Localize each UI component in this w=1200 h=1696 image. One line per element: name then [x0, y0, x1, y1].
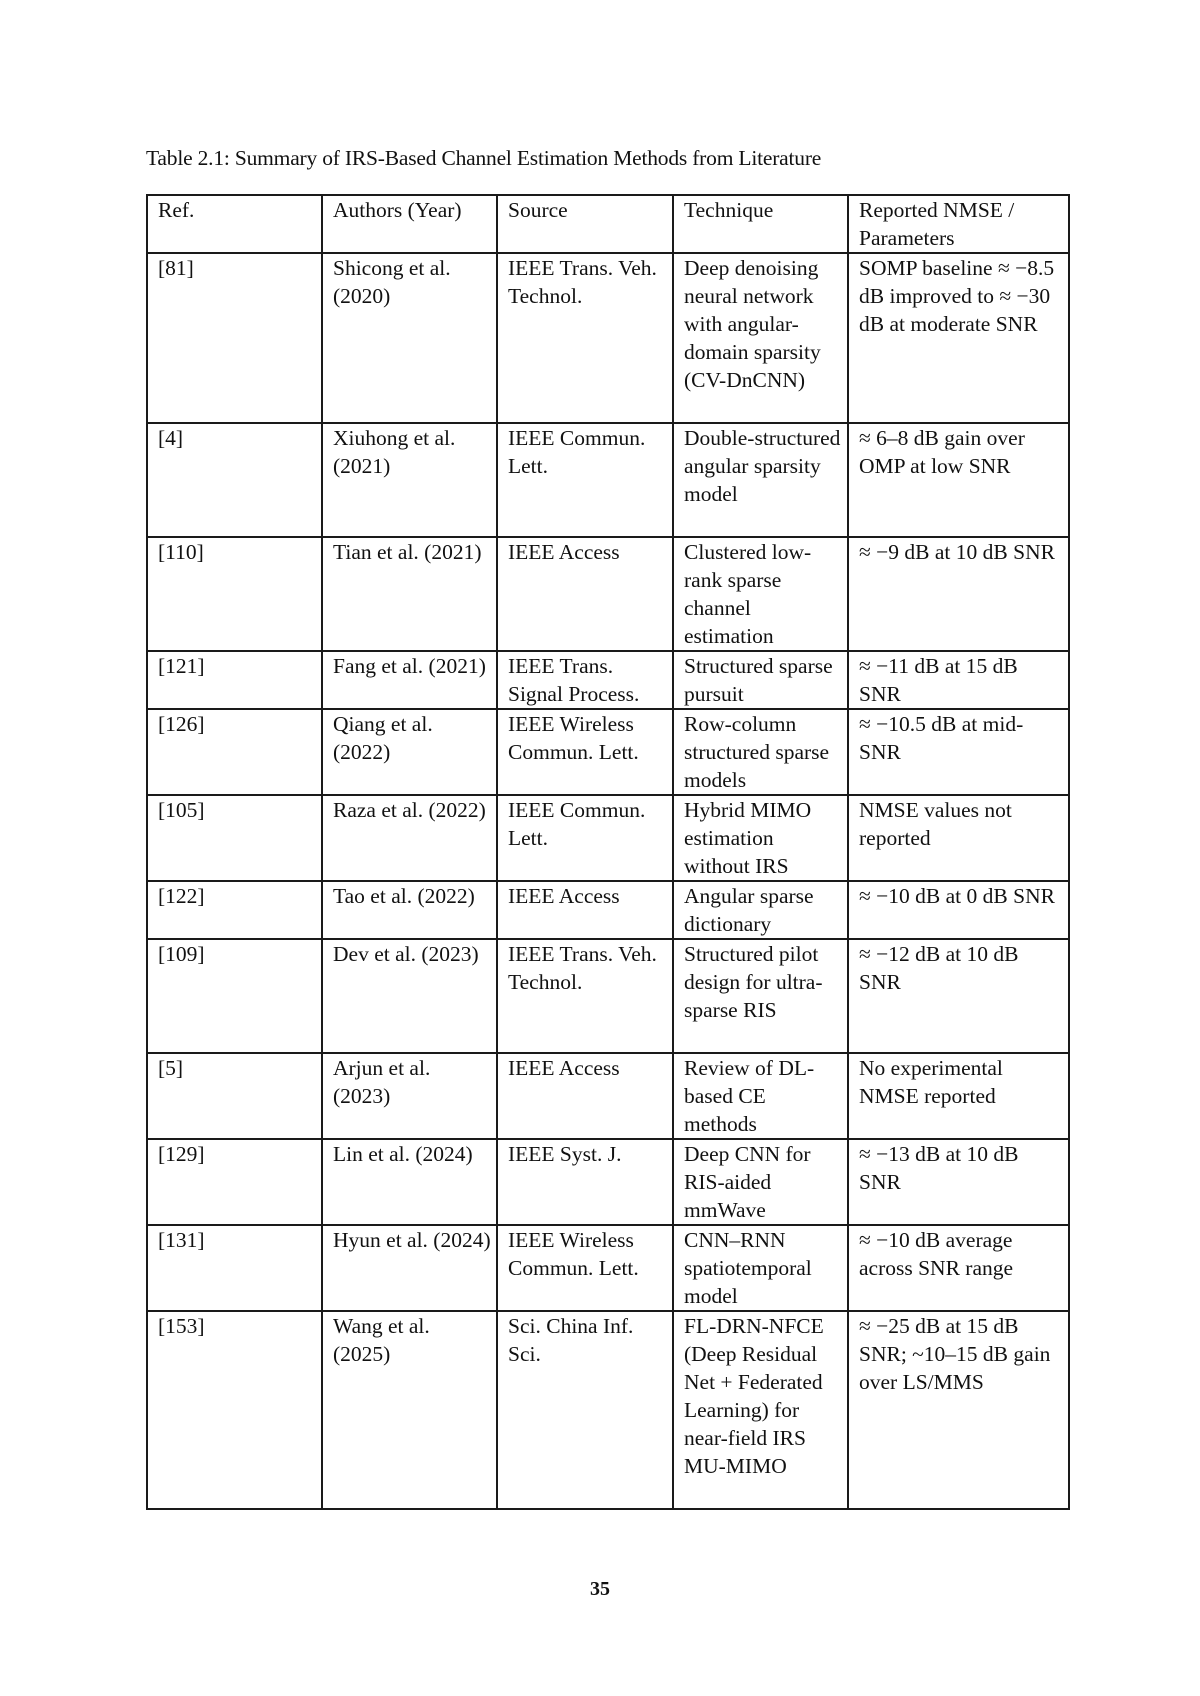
cell-technique: Structured pilot design for ultra-sparse RIS	[673, 939, 848, 1053]
table-row	[147, 423, 1069, 537]
cell-ref: [105]	[147, 795, 322, 881]
cell-nmse: ≈ −11 dB at 15 dB SNR	[848, 651, 1069, 709]
cell-authors: Xiuhong et al. (2021)	[322, 423, 497, 537]
cell-ref: [122]	[147, 881, 322, 939]
table-row	[147, 1053, 1069, 1139]
cell-ref: [121]	[147, 651, 322, 709]
cell-nmse: ≈ −13 dB at 10 dB SNR	[848, 1139, 1069, 1225]
cell-authors: Tao et al. (2022)	[322, 881, 497, 939]
table-row	[147, 253, 1069, 423]
table-row	[147, 1311, 1069, 1509]
cell-ref: [4]	[147, 423, 322, 537]
cell-source: IEEE Trans. Veh. Technol.	[497, 253, 673, 423]
cell-ref: [81]	[147, 253, 322, 423]
header-nmse: Reported NMSE / Parameters	[848, 195, 1069, 253]
cell-technique: Clustered low-rank sparse channel estimation	[673, 537, 848, 651]
cell-source: Sci. China Inf. Sci.	[497, 1311, 673, 1509]
cell-technique: Structured sparse pursuit	[673, 651, 848, 709]
header-technique: Technique	[673, 195, 848, 253]
cell-ref: [5]	[147, 1053, 322, 1139]
cell-source: IEEE Trans. Signal Process.	[497, 651, 673, 709]
cell-technique: FL-DRN-NFCE (Deep Residual Net + Federated Learning) for near-field IRS MU-MIMO	[673, 1311, 848, 1509]
cell-authors: Qiang et al. (2022)	[322, 709, 497, 795]
cell-technique: Review of DL-based CE methods	[673, 1053, 848, 1139]
cell-technique: Angular sparse dictionary	[673, 881, 848, 939]
cell-authors: Dev et al. (2023)	[322, 939, 497, 1053]
cell-nmse: ≈ −10 dB average across SNR range	[848, 1225, 1069, 1311]
cell-source: IEEE Wireless Commun. Lett.	[497, 709, 673, 795]
page-number: 35	[590, 1578, 610, 1600]
cell-source: IEEE Commun. Lett.	[497, 423, 673, 537]
table-header-row	[147, 195, 1069, 253]
table-row	[147, 881, 1069, 939]
cell-nmse: ≈ −10 dB at 0 dB SNR	[848, 881, 1069, 939]
cell-nmse: NMSE values not reported	[848, 795, 1069, 881]
cell-ref: [129]	[147, 1139, 322, 1225]
table-row	[147, 939, 1069, 1053]
cell-source: IEEE Trans. Veh. Technol.	[497, 939, 673, 1053]
cell-ref: [131]	[147, 1225, 322, 1311]
cell-authors: Raza et al. (2022)	[322, 795, 497, 881]
cell-nmse: ≈ 6–8 dB gain over OMP at low SNR	[848, 423, 1069, 537]
cell-technique: Row-column structured sparse models	[673, 709, 848, 795]
cell-ref: [110]	[147, 537, 322, 651]
cell-source: IEEE Commun. Lett.	[497, 795, 673, 881]
cell-nmse: SOMP baseline ≈ −8.5 dB improved to ≈ −30 dB at moderate SNR	[848, 253, 1069, 423]
cell-source: IEEE Access	[497, 1053, 673, 1139]
table-row	[147, 651, 1069, 709]
cell-nmse: ≈ −10.5 dB at mid-SNR	[848, 709, 1069, 795]
cell-source: IEEE Access	[497, 537, 673, 651]
cell-ref: [126]	[147, 709, 322, 795]
cell-nmse: ≈ −25 dB at 15 dB SNR; ~10–15 dB gain over LS/MMS	[848, 1311, 1069, 1509]
cell-source: IEEE Wireless Commun. Lett.	[497, 1225, 673, 1311]
cell-authors: Hyun et al. (2024)	[322, 1225, 497, 1311]
cell-authors: Arjun et al. (2023)	[322, 1053, 497, 1139]
table-caption: Table 2.1: Summary of IRS-Based Channel Estimation Methods from Literature	[146, 146, 822, 170]
cell-nmse: No experimental NMSE reported	[848, 1053, 1069, 1139]
cell-source: IEEE Syst. J.	[497, 1139, 673, 1225]
cell-authors: Shicong et al. (2020)	[322, 253, 497, 423]
cell-ref: [153]	[147, 1311, 322, 1509]
cell-authors: Lin et al. (2024)	[322, 1139, 497, 1225]
cell-source: IEEE Access	[497, 881, 673, 939]
table-row	[147, 537, 1069, 651]
cell-technique: Double-structured angular sparsity model	[673, 423, 848, 537]
cell-authors: Tian et al. (2021)	[322, 537, 497, 651]
table-row	[147, 1225, 1069, 1311]
cell-technique: CNN–RNN spatiotemporal model	[673, 1225, 848, 1311]
cell-ref: [109]	[147, 939, 322, 1053]
cell-authors: Fang et al. (2021)	[322, 651, 497, 709]
cell-technique: Deep CNN for RIS-aided mmWave	[673, 1139, 848, 1225]
cell-technique: Deep denoising neural network with angular-domain sparsity (CV-DnCNN)	[673, 253, 848, 423]
cell-authors: Wang et al. (2025)	[322, 1311, 497, 1509]
cell-nmse: ≈ −12 dB at 10 dB SNR	[848, 939, 1069, 1053]
literature-table	[146, 194, 1070, 1510]
table-row	[147, 795, 1069, 881]
table-row	[147, 709, 1069, 795]
table-row	[147, 1139, 1069, 1225]
cell-nmse: ≈ −9 dB at 10 dB SNR	[848, 537, 1069, 651]
header-source: Source	[497, 195, 673, 253]
header-authors: Authors (Year)	[322, 195, 497, 253]
cell-technique: Hybrid MIMO estimation without IRS	[673, 795, 848, 881]
header-ref: Ref.	[147, 195, 322, 253]
